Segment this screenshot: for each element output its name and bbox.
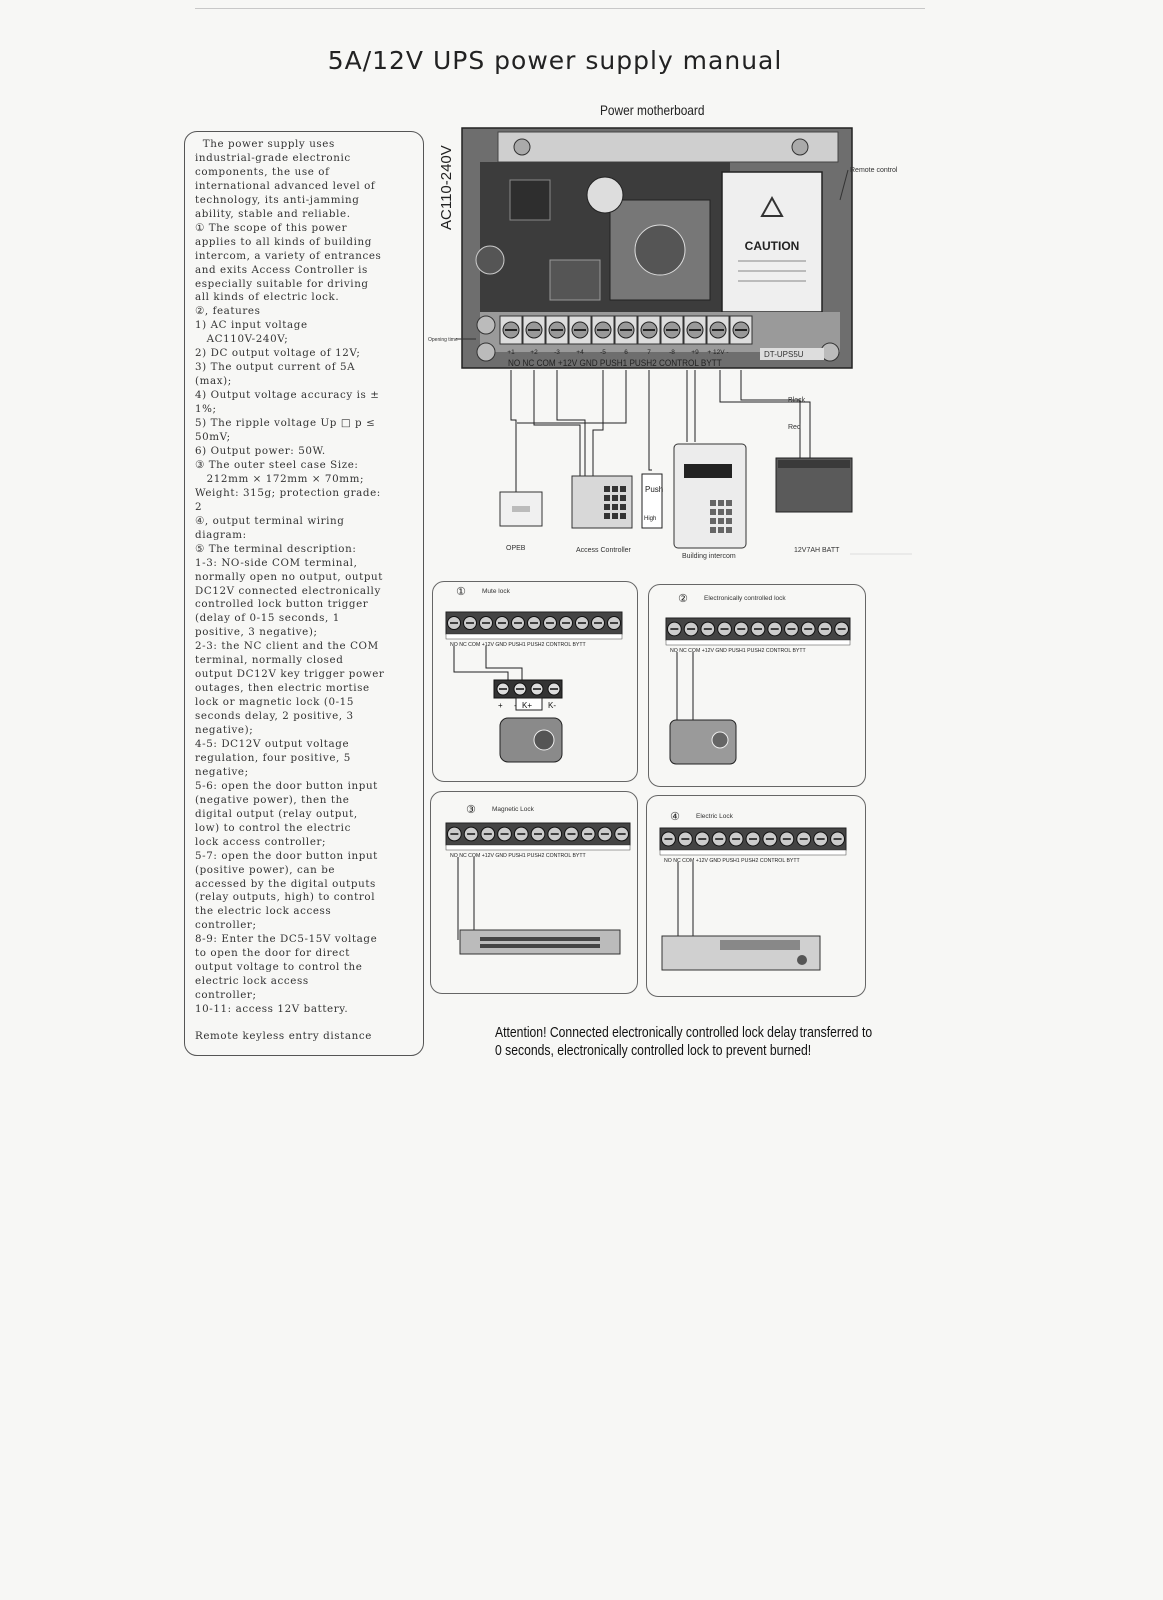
description-line: (delay of 0-15 seconds, 1: [195, 612, 340, 625]
terminal-number: 6: [624, 349, 628, 356]
description-line: ① The scope of this power: [195, 221, 348, 234]
description-line: seconds delay, 2 positive, 3: [195, 710, 354, 723]
opening-time-label: Opening time: [428, 337, 458, 343]
remote-control-label: Remote control: [850, 167, 898, 174]
description-line: controlled lock button trigger: [195, 598, 369, 611]
terminal-screw: [615, 316, 637, 344]
description-line: technology, its anti-jamming: [195, 193, 360, 206]
terminal-number: +2: [530, 349, 538, 356]
battery-label: 12V7AH BATT: [794, 547, 840, 554]
terminal-screw: [661, 316, 683, 344]
panel-title: Mute lock: [482, 588, 510, 595]
description-line: especially suitable for driving: [195, 277, 369, 290]
description-line: ②, features: [195, 305, 261, 318]
mute-lock-term: K-: [548, 701, 556, 710]
remote-keyless-line: Remote keyless entry distance: [195, 1030, 372, 1043]
panel-number: ④: [670, 810, 680, 823]
description-line: 50mV;: [195, 431, 231, 444]
description-line: 1) AC input voltage: [195, 319, 308, 332]
terminal-screw: [569, 316, 591, 344]
description-line: international advanced level of: [195, 179, 376, 192]
description-line: ③ The outer steel case Size:: [195, 458, 359, 471]
black-wire-label: Black: [788, 397, 806, 404]
description-line: controller;: [195, 989, 257, 1002]
terminal-names: NO NC COM +12V GND PUSH1 PUSH2 CONTROL BYTT: [508, 358, 722, 369]
mute-lock-term: +: [498, 701, 503, 710]
ac-voltage-label: AC110-240V: [438, 145, 455, 230]
description-line: 5-6: open the door button input: [195, 779, 378, 792]
description-line: accessed by the digital outputs: [195, 877, 376, 890]
wiring-panels: [430, 580, 870, 1000]
terminal-number: +9: [691, 349, 699, 356]
panel-title: Electronically controlled lock: [704, 595, 786, 602]
description-line: 10-11: access 12V battery.: [195, 1003, 349, 1016]
panel-terminal-names: NO NC COM +12V GND PUSH1 PUSH2 CONTROL BYTT: [664, 858, 800, 864]
high-label: High: [644, 516, 657, 522]
panel-number: ①: [456, 585, 466, 598]
description-line: controller;: [195, 919, 257, 932]
description-line: normally open no output, output: [195, 570, 384, 583]
panel-terminal-strip: [446, 612, 622, 648]
terminal-screw: [684, 316, 706, 344]
terminal-number: -8: [669, 349, 675, 356]
description-line: DC12V connected electronically: [195, 584, 381, 597]
description-line: 4-5: DC12V output voltage: [195, 737, 350, 750]
terminal-screw: [546, 316, 568, 344]
terminal-screw: [707, 316, 729, 344]
description-line: 8-9: Enter the DC5-15V voltage: [195, 933, 378, 946]
description-line: outages, then electric mortise: [195, 682, 370, 695]
panel-number: ③: [466, 803, 476, 816]
description-line: terminal, normally closed: [195, 654, 344, 667]
description-line: and exits Access Controller is: [195, 263, 368, 276]
panel-title: Magnetic Lock: [492, 806, 534, 813]
terminal-screw: [638, 316, 660, 344]
board-label: Power motherboard: [600, 102, 705, 118]
description-line: 3) The output current of 5A: [195, 361, 356, 374]
access-controller-label: Access Controller: [576, 547, 631, 554]
page-top-rule: [195, 8, 925, 9]
description-text: [195, 138, 415, 1017]
description-line: 6) Output power: 50W.: [195, 444, 326, 457]
description-line: 2-3: the NC client and the COM: [195, 640, 379, 653]
description-line: negative;: [195, 765, 249, 778]
description-line: the electric lock access: [195, 905, 332, 918]
access-controller-device: [572, 476, 632, 528]
description-line: 4) Output voltage accuracy is ±: [195, 389, 380, 402]
description-line: lock access controller;: [195, 835, 327, 848]
magnetic-lock-image: [460, 930, 620, 954]
description-line: 2: [195, 500, 203, 513]
description-line: all kinds of electric lock.: [195, 291, 340, 304]
panel-terminal-names: NO NC COM +12V GND PUSH1 PUSH2 CONTROL BYTT: [450, 642, 586, 648]
description-line: (relay outputs, high) to control: [195, 891, 376, 904]
board-diagram: [420, 120, 920, 570]
red-wire-label: Red: [788, 424, 801, 431]
panel-terminal-strip: [446, 823, 630, 859]
attention-note: [495, 1024, 873, 1060]
description-line: The power supply uses: [195, 138, 335, 150]
description-line: negative);: [195, 724, 254, 737]
description-line: applies to all kinds of building: [195, 235, 372, 248]
terminal-screw: [523, 316, 545, 344]
description-line: regulation, four positive, 5: [195, 751, 351, 764]
panel-terminal-names: NO NC COM +12V GND PUSH1 PUSH2 CONTROL BYTT: [670, 648, 806, 654]
description-box: [184, 131, 424, 1056]
panel-terminal-strip: [666, 618, 850, 654]
mute-lock-term: K+: [522, 701, 533, 710]
description-line: 212mm × 172mm × 70mm;: [195, 472, 365, 485]
description-line: output voltage to control the: [195, 961, 363, 974]
page-title: 5A/12V UPS power supply manual: [327, 46, 783, 75]
caution-label: CAUTION: [744, 239, 800, 253]
building-intercom-label: Building intercom: [682, 553, 736, 560]
description-line: ④, output terminal wiring: [195, 514, 345, 527]
description-line: diagram:: [195, 528, 247, 541]
description-line: lock or magnetic lock (0-15: [195, 696, 354, 709]
terminal-number: 7: [647, 349, 651, 356]
description-line: digital output (relay output,: [195, 807, 358, 820]
description-line: positive, 3 negative);: [195, 626, 318, 639]
terminal-screw: [500, 316, 522, 344]
description-line: low) to control the electric: [195, 821, 351, 834]
description-line: ability, stable and reliable.: [195, 207, 351, 220]
description-line: intercom, a variety of entrances: [195, 249, 382, 262]
description-line: 5-7: open the door button input: [195, 849, 378, 862]
description-line: industrial-grade electronic: [195, 151, 351, 164]
description-line: ⑤ The terminal description:: [195, 542, 357, 555]
description-line: output DC12V key trigger power: [195, 668, 385, 681]
description-line: 5) The ripple voltage Up □ p ≤: [195, 417, 376, 430]
mute-lock-term: -: [514, 701, 517, 710]
description-line: AC110V-240V;: [195, 333, 289, 346]
terminal-number: -3: [554, 349, 560, 356]
terminal-screw: [730, 316, 752, 344]
description-line: 1%;: [195, 403, 217, 416]
panel-terminal-strip: [660, 828, 846, 864]
opeb-label: OPEB: [506, 545, 526, 552]
description-line: (negative power), then the: [195, 793, 350, 806]
description-line: Weight: 315g; protection grade:: [195, 486, 381, 499]
terminal-number: + 12V -: [707, 349, 729, 356]
model-label: DT-UPS5U: [764, 350, 804, 359]
attention-line1: Attention! Connected electronically controlled lock delay transferred to: [495, 1025, 873, 1041]
description-line: components, the use of: [195, 165, 330, 178]
description-line: (positive power), can be: [195, 863, 336, 876]
terminal-number: +1: [507, 349, 515, 356]
description-line: electric lock access: [195, 975, 309, 988]
description-line: to open the door for direct: [195, 947, 350, 960]
push-label: Push: [645, 485, 664, 494]
panel-number: ②: [678, 592, 688, 605]
attention-line2: 0 seconds, electronically controlled lock to prevent burned!: [495, 1043, 812, 1059]
terminal-number: -5: [600, 349, 606, 356]
terminal-screw: [592, 316, 614, 344]
panel-terminal-names: NO NC COM +12V GND PUSH1 PUSH2 CONTROL BYTT: [450, 853, 586, 859]
description-line: 2) DC output voltage of 12V;: [195, 347, 361, 360]
panel-title: Electric Lock: [696, 813, 733, 820]
description-line: 1-3: NO-side COM terminal,: [195, 556, 358, 569]
terminal-number: +4: [576, 349, 584, 356]
description-line: (max);: [195, 375, 232, 388]
